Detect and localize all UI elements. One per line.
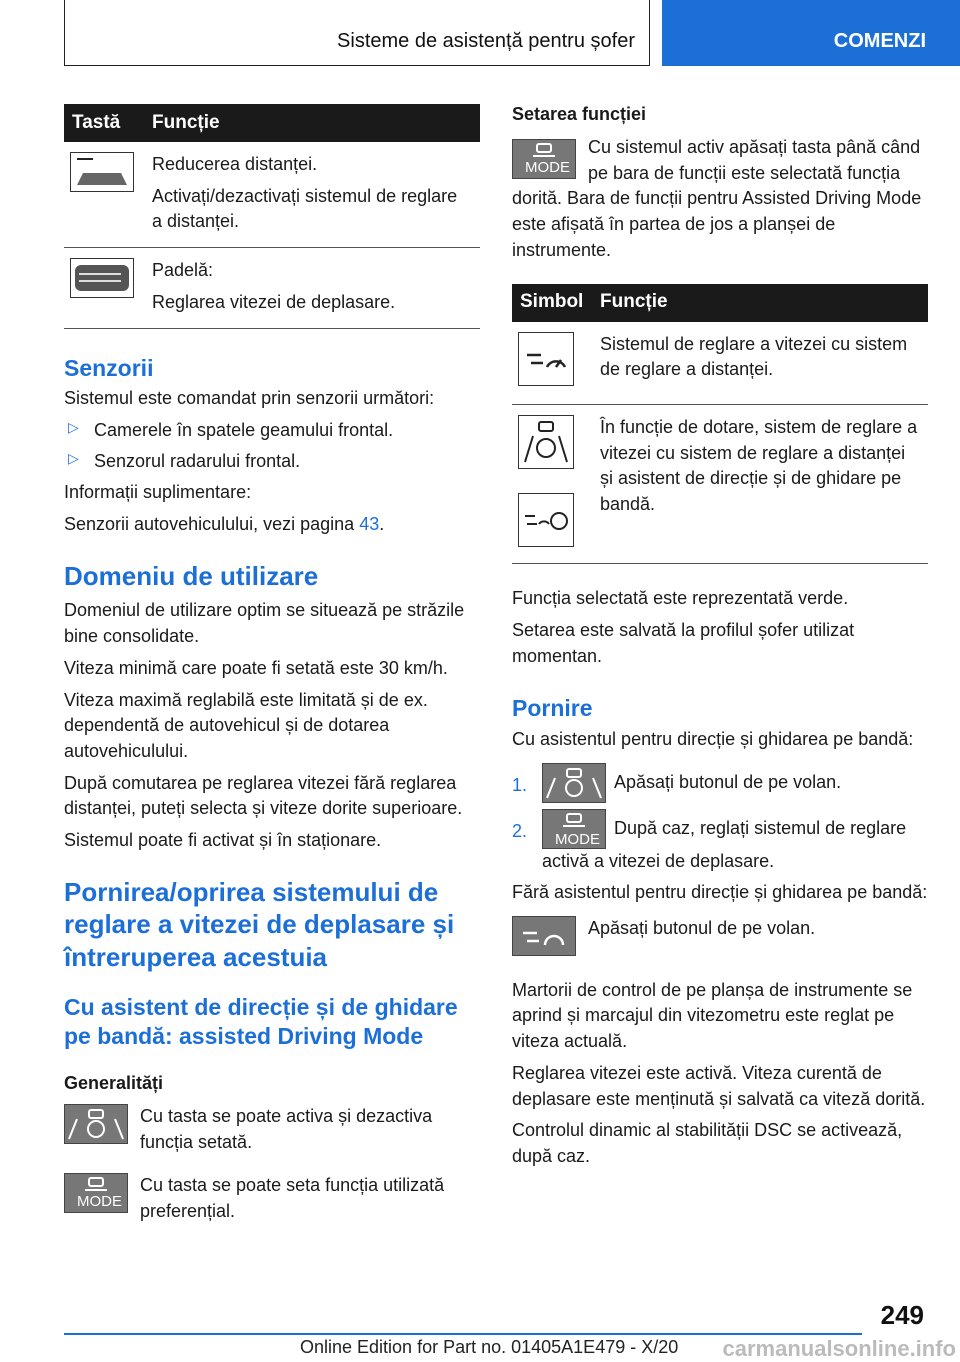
list-item: ▷ Senzorul radarului frontal. <box>68 450 301 472</box>
step-number: 1. <box>512 774 528 795</box>
heading-senzorii: Senzorii <box>64 354 154 381</box>
paragraph: Apăsați butonul de pe volan. <box>588 917 816 938</box>
chapter-title: COMENZI <box>833 30 926 52</box>
section-title: Sisteme de asistență pentru șofer <box>337 30 635 52</box>
paragraph: Martorii de control de pe planșa de instrumente se aprind și marcajul din vitezometru este reglat pe viteza actuală. <box>512 979 913 1052</box>
table-row <box>512 322 928 405</box>
mode-button-icon <box>542 809 606 849</box>
paragraph: Sistemul poate fi activat și în staționare. <box>64 830 382 851</box>
list-item: ▷ Camerele în spatele geamului frontal. <box>68 419 394 440</box>
table-row <box>64 142 480 248</box>
general-text: Cu tasta se poate seta funcția utilizată preferențial. <box>140 1175 445 1222</box>
paragraph: Reglarea vitezei este activă. Viteza curentă de deplasare este menținută și salvată ca viteză dorită. <box>512 1062 926 1109</box>
info-label: Informații suplimentare: <box>64 482 252 503</box>
table-text: Sistemul de reglare a vitezei cu sistem de reglare a distanței. <box>600 333 908 380</box>
table-text: Activați/dezactivați sistemul de reglare a distanței. <box>152 185 458 232</box>
list-item: 1. Apăsați butonul de pe volan. <box>512 763 928 803</box>
cruise-steering-symbol-icon <box>518 493 574 547</box>
paragraph: Domeniul de utilizare optim se situează pe străzile bine consolidate. <box>64 600 465 647</box>
distance-button-icon <box>70 152 134 192</box>
left-column <box>64 104 480 1225</box>
steering-assist-icon <box>64 1104 128 1144</box>
heading-setarea: Setarea funcției <box>512 104 647 124</box>
steering-lane-symbol-icon <box>518 415 574 469</box>
table-text: Reglarea vitezei de deplasare. <box>152 291 396 312</box>
section-title-box <box>64 0 650 66</box>
table-row <box>512 404 928 563</box>
edition-text: Online Edition for Part no. 01405A1E479 - X/20 <box>300 1337 679 1357</box>
mode-label: MODE <box>525 159 570 176</box>
paragraph: Funcția selectată este reprezentată verde. <box>512 588 849 609</box>
page-number: 249 <box>880 1300 924 1330</box>
table-text: Padelă: <box>152 260 214 281</box>
cruise-distance-button-icon <box>512 916 576 956</box>
heading-generalitati: Generalități <box>64 1072 164 1093</box>
without-assist-step <box>512 916 928 960</box>
mode-button-icon <box>512 139 576 179</box>
paragraph: Setarea este salvată la profilul șofer utilizat momentan. <box>512 619 855 666</box>
paragraph: Viteza maximă reglabilă este limitată și de ex. dependentă de autovehicul și de dotarea autovehiculului. <box>64 689 428 762</box>
key-function-table <box>64 104 480 329</box>
step-number: 2. <box>512 820 528 841</box>
triangle-bullet-icon: ▷ <box>68 450 79 467</box>
table-header-function: Funcție <box>592 284 928 322</box>
table-text: În funcție de dotare, sistem de reglare a vitezei cu sistem de reglare a distanței și asistent de direcție și de ghidare pe bandă. <box>600 416 918 515</box>
steering-assist-icon <box>542 763 606 803</box>
table-header-key: Tastă <box>64 104 144 142</box>
subheading-assisted-driving: Cu asistent de direcție și de ghidare pe bandă: assisted Driving Mode <box>64 994 458 1050</box>
general-item <box>64 1173 480 1224</box>
heading-pornire: Pornire <box>512 695 593 722</box>
symbol-function-table <box>512 284 928 565</box>
general-text: Cu tasta se poate activa și dezactiva funcția setată. <box>140 1105 433 1152</box>
setarea-text: Cu sistemul activ apăsați tasta până când pe bara de funcții este selectată funcția dorită. Bara de funcții pentru Assisted Driving Mode este afișată în partea de jos a planșei de instrumente. <box>512 137 922 260</box>
paragraph: Controlul dinamic al stabilității DSC se activează, după caz. <box>512 1120 903 1167</box>
mode-label: MODE <box>555 830 600 848</box>
page-link[interactable]: 43 <box>359 514 380 535</box>
general-item <box>64 1104 480 1155</box>
chapter-tab[interactable] <box>662 0 960 66</box>
footer-divider <box>64 1333 862 1335</box>
cruise-distance-symbol-icon <box>518 332 574 386</box>
mode-button-icon <box>64 1173 128 1213</box>
paragraph: Fără asistentul pentru direcție și ghidarea pe bandă: <box>512 881 928 902</box>
triangle-bullet-icon: ▷ <box>68 419 79 435</box>
steps-list <box>512 763 928 874</box>
sensor-list <box>64 418 480 474</box>
page-header <box>0 0 960 66</box>
paragraph: Viteza minimă care poate fi setată este 30 km/h. <box>64 657 448 678</box>
heading-domeniu: Domeniu de utilizare <box>64 560 319 591</box>
table-text: Reducerea distanței. <box>152 154 318 174</box>
heading-pornirea: Pornirea/oprirea sistemului de reglare a vitezei de deplasare și întreruperea acestuia <box>64 876 455 972</box>
table-header-symbol: Simbol <box>512 284 592 322</box>
paddle-icon <box>70 258 134 298</box>
table-header-function: Funcție <box>144 104 480 142</box>
paragraph: După comutarea pe reglarea vitezei fără reglarea distanței, puteți selecta și viteze dorite superioare. <box>64 772 463 819</box>
senzorii-intro: Sistemul este comandat prin senzorii următori: <box>64 388 435 409</box>
paragraph: Cu asistentul pentru direcție și ghidarea pe bandă: <box>512 729 914 750</box>
table-row <box>64 248 480 328</box>
info-text: Senzorii autovehiculului, vezi pagina 43. <box>64 514 385 535</box>
setarea-block <box>512 135 928 264</box>
mode-label: MODE <box>77 1193 122 1211</box>
right-column <box>512 104 928 1170</box>
list-item: 2. MODE După caz, reglați sistemul de reglare activă a vitezei de deplasare. <box>512 809 928 874</box>
watermark: carmanualsonline.info <box>722 1336 956 1361</box>
